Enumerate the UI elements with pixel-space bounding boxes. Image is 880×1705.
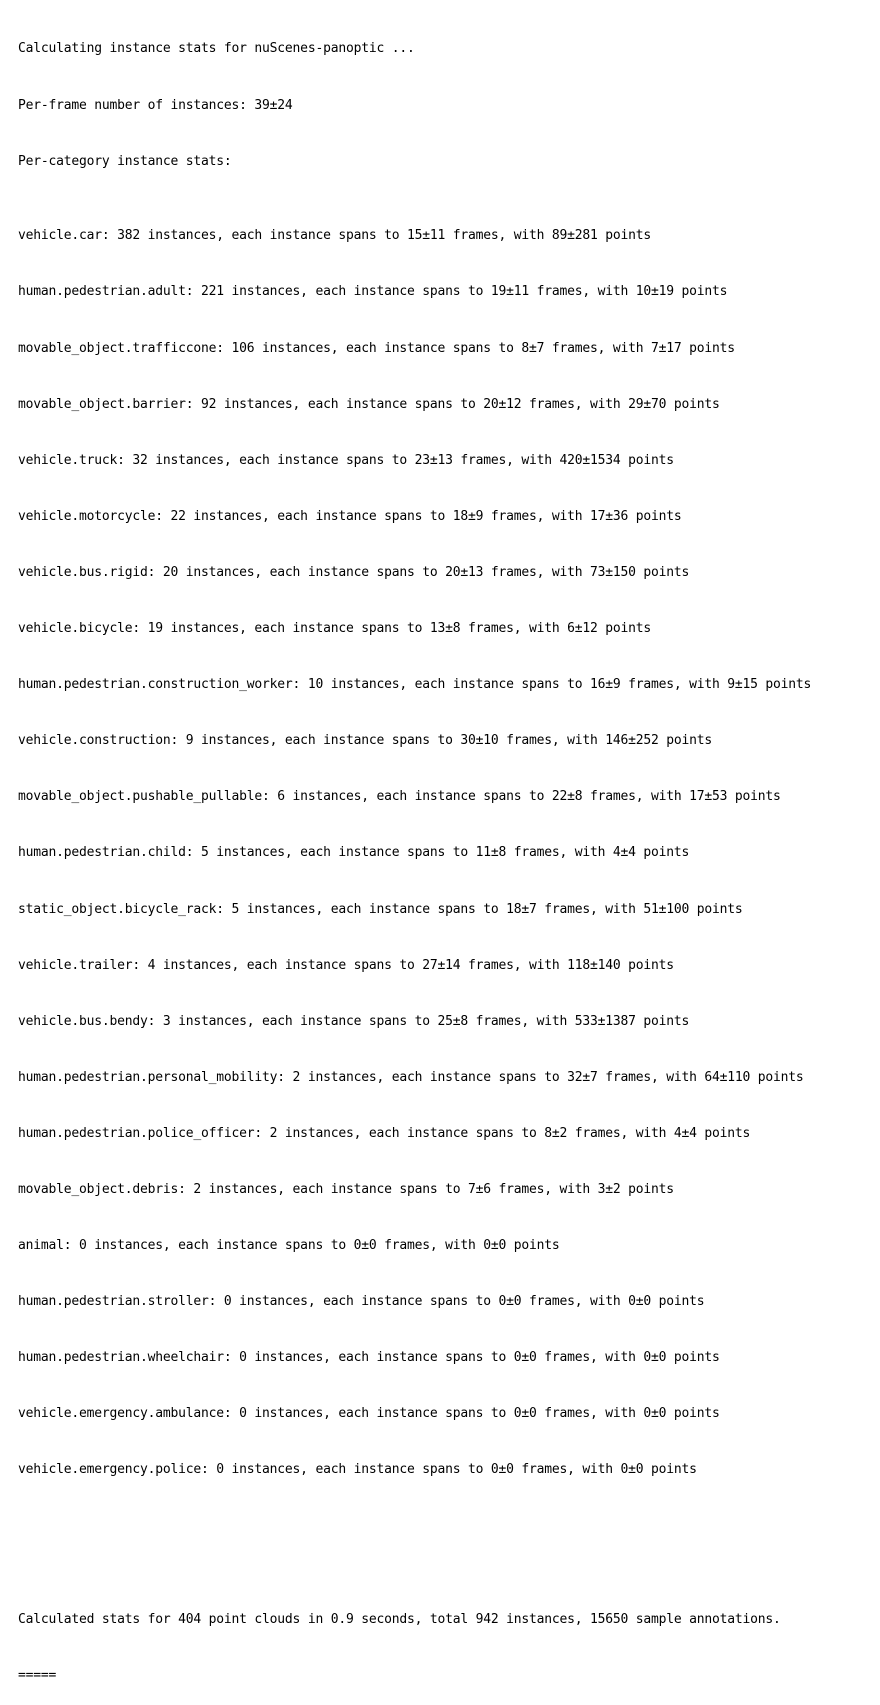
category-stat-line: vehicle.bicycle: 19 instances, each instance spans to 13±8 frames, with 6±12 points: [18, 621, 652, 637]
category-stat-line: static_object.bicycle_rack: 5 instances, each instance spans to 18±7 frames, with 51±100 points: [18, 901, 743, 917]
category-stat-line: movable_object.trafficcone: 106 instances, each instance spans to 8±7 frames, with 7±17 points: [18, 340, 735, 356]
console-line-category-heading: Per-category instance stats:: [18, 153, 232, 169]
console-line-per-frame-count: Per-frame number of instances: 39±24: [18, 97, 293, 113]
category-stat-line: human.pedestrian.police_officer: 2 instances, each instance spans to 8±2 frames, with 4±4 points: [18, 1125, 751, 1141]
category-stat-line: human.pedestrian.wheelchair: 0 instances, each instance spans to 0±0 frames, with 0±0 points: [18, 1350, 720, 1366]
console-line-separator: =====: [18, 1668, 57, 1684]
category-stat-line: vehicle.emergency.ambulance: 0 instances, each instance spans to 0±0 frames, with 0±0 points: [18, 1406, 720, 1422]
category-stat-line: human.pedestrian.adult: 221 instances, each instance spans to 19±11 frames, with 10±19 points: [18, 284, 728, 300]
category-stat-line: vehicle.trailer: 4 instances, each instance spans to 27±14 frames, with 118±140 points: [18, 957, 674, 973]
category-stat-line: vehicle.motorcycle: 22 instances, each instance spans to 18±9 frames, with 17±36 points: [18, 508, 682, 524]
category-stat-line: vehicle.truck: 32 instances, each instance spans to 23±13 frames, with 420±1534 points: [18, 452, 674, 468]
console-line-header: Calculating instance stats for nuScenes-panoptic ...: [18, 41, 415, 57]
console-line-summary: Calculated stats for 404 point clouds in 0.9 seconds, total 942 instances, 15650 sample annotations.: [18, 1612, 781, 1628]
blank-line: [18, 1536, 878, 1555]
category-stat-line: movable_object.barrier: 92 instances, each instance spans to 20±12 frames, with 29±70 points: [18, 396, 720, 412]
category-stat-line: vehicle.emergency.police: 0 instances, each instance spans to 0±0 frames, with 0±0 points: [18, 1462, 697, 1478]
category-stat-line: human.pedestrian.personal_mobility: 2 instances, each instance spans to 32±7 frames, with 64±110 points: [18, 1069, 804, 1085]
category-stat-line: movable_object.debris: 2 instances, each instance spans to 7±6 frames, with 3±2 points: [18, 1181, 674, 1197]
console-output: [18, 3, 878, 1705]
category-stat-line: human.pedestrian.child: 5 instances, each instance spans to 11±8 frames, with 4±4 points: [18, 845, 690, 861]
category-stat-line: vehicle.construction: 9 instances, each instance spans to 30±10 frames, with 146±252 points: [18, 733, 713, 749]
category-stat-line: vehicle.car: 382 instances, each instance spans to 15±11 frames, with 89±281 points: [18, 228, 652, 244]
category-stat-line: vehicle.bus.bendy: 3 instances, each instance spans to 25±8 frames, with 533±1387 points: [18, 1013, 690, 1029]
category-stat-line: human.pedestrian.stroller: 0 instances, each instance spans to 0±0 frames, with 0±0 points: [18, 1294, 705, 1310]
category-stat-line: movable_object.pushable_pullable: 6 instances, each instance spans to 22±8 frames, with 17±53 points: [18, 789, 781, 805]
category-stat-line: animal: 0 instances, each instance spans to 0±0 frames, with 0±0 points: [18, 1238, 560, 1254]
category-stat-line: vehicle.bus.rigid: 20 instances, each instance spans to 20±13 frames, with 73±150 points: [18, 564, 690, 580]
category-stat-line: human.pedestrian.construction_worker: 10 instances, each instance spans to 16±9 frames, with 9±15 points: [18, 677, 812, 693]
